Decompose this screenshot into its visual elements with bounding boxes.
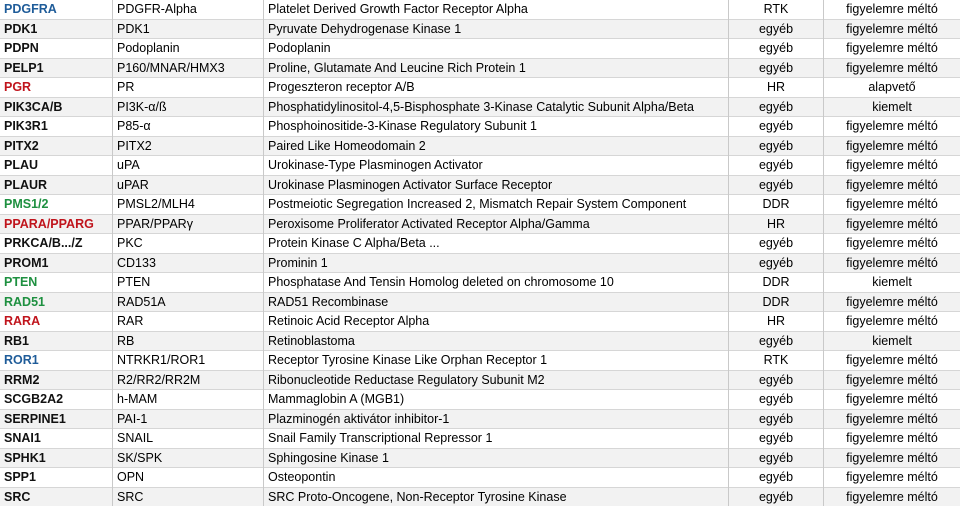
gene-symbol-cell: PTEN	[0, 273, 113, 293]
gene-type-cell: egyéb	[729, 156, 824, 176]
gene-priority-cell: figyelemre méltó	[824, 175, 960, 195]
gene-priority-cell: figyelemre méltó	[824, 58, 960, 78]
gene-alias-cell: Podoplanin	[113, 39, 264, 59]
table-row	[0, 331, 960, 351]
gene-type-cell: egyéb	[729, 39, 824, 59]
gene-name-cell: Ribonucleotide Reductase Regulatory Subunit M2	[264, 370, 729, 390]
gene-symbol-cell: PDK1	[0, 19, 113, 39]
gene-symbol-cell: SPP1	[0, 468, 113, 488]
gene-alias-cell: PR	[113, 78, 264, 98]
gene-priority-cell: figyelemre méltó	[824, 312, 960, 332]
gene-type-cell: egyéb	[729, 331, 824, 351]
gene-symbol-cell: PITX2	[0, 136, 113, 156]
gene-symbol-cell: PLAU	[0, 156, 113, 176]
gene-priority-cell: kiemelt	[824, 331, 960, 351]
table-row	[0, 468, 960, 488]
gene-type-cell: egyéb	[729, 409, 824, 429]
gene-symbol-cell: PROM1	[0, 253, 113, 273]
gene-alias-cell: PTEN	[113, 273, 264, 293]
gene-symbol-cell: SCGB2A2	[0, 390, 113, 410]
gene-priority-cell: figyelemre méltó	[824, 214, 960, 234]
gene-symbol-cell: RAD51	[0, 292, 113, 312]
gene-alias-cell: RAD51A	[113, 292, 264, 312]
gene-name-cell: Receptor Tyrosine Kinase Like Orphan Receptor 1	[264, 351, 729, 371]
gene-alias-cell: PMSL2/MLH4	[113, 195, 264, 215]
gene-alias-cell: RB	[113, 331, 264, 351]
gene-type-cell: egyéb	[729, 390, 824, 410]
gene-alias-cell: P160/MNAR/HMX3	[113, 58, 264, 78]
table-row	[0, 19, 960, 39]
table-row	[0, 253, 960, 273]
gene-alias-cell: SNAIL	[113, 429, 264, 449]
gene-priority-cell: figyelemre méltó	[824, 19, 960, 39]
gene-alias-cell: PAI-1	[113, 409, 264, 429]
gene-alias-cell: P85-α	[113, 117, 264, 137]
table-row	[0, 390, 960, 410]
gene-name-cell: Prominin 1	[264, 253, 729, 273]
gene-priority-cell: figyelemre méltó	[824, 195, 960, 215]
gene-symbol-cell: PIK3R1	[0, 117, 113, 137]
gene-alias-cell: NTRKR1/ROR1	[113, 351, 264, 371]
gene-symbol-cell: SNAI1	[0, 429, 113, 449]
gene-type-cell: egyéb	[729, 429, 824, 449]
gene-type-cell: egyéb	[729, 487, 824, 506]
gene-priority-cell: figyelemre méltó	[824, 117, 960, 137]
gene-alias-cell: PI3K-α/ß	[113, 97, 264, 117]
gene-symbol-cell: PLAUR	[0, 175, 113, 195]
gene-name-cell: Platelet Derived Growth Factor Receptor Alpha	[264, 0, 729, 19]
gene-name-cell: Podoplanin	[264, 39, 729, 59]
gene-symbol-cell: PIK3CA/B	[0, 97, 113, 117]
gene-name-cell: Osteopontin	[264, 468, 729, 488]
table-row	[0, 273, 960, 293]
gene-priority-cell: figyelemre méltó	[824, 39, 960, 59]
table-row	[0, 117, 960, 137]
gene-priority-cell: figyelemre méltó	[824, 409, 960, 429]
gene-type-cell: RTK	[729, 0, 824, 19]
gene-name-cell: SRC Proto-Oncogene, Non-Receptor Tyrosine Kinase	[264, 487, 729, 506]
gene-type-cell: egyéb	[729, 19, 824, 39]
gene-priority-cell: figyelemre méltó	[824, 370, 960, 390]
gene-alias-cell: uPAR	[113, 175, 264, 195]
table-row	[0, 312, 960, 332]
gene-symbol-cell: RB1	[0, 331, 113, 351]
table-row	[0, 429, 960, 449]
gene-symbol-cell: PPARA/PPARG	[0, 214, 113, 234]
gene-name-cell: Proline, Glutamate And Leucine Rich Protein 1	[264, 58, 729, 78]
gene-alias-cell: PPAR/PPARγ	[113, 214, 264, 234]
gene-type-cell: DDR	[729, 195, 824, 215]
table-row	[0, 39, 960, 59]
gene-alias-cell: PITX2	[113, 136, 264, 156]
gene-type-cell: DDR	[729, 292, 824, 312]
table-row	[0, 234, 960, 254]
gene-priority-cell: figyelemre méltó	[824, 390, 960, 410]
gene-symbol-cell: RARA	[0, 312, 113, 332]
gene-name-cell: Protein Kinase C Alpha/Beta ...	[264, 234, 729, 254]
gene-type-cell: RTK	[729, 351, 824, 371]
gene-name-cell: Paired Like Homeodomain 2	[264, 136, 729, 156]
gene-name-cell: Sphingosine Kinase 1	[264, 448, 729, 468]
gene-type-cell: HR	[729, 312, 824, 332]
gene-name-cell: Retinoblastoma	[264, 331, 729, 351]
gene-alias-cell: OPN	[113, 468, 264, 488]
gene-priority-cell: figyelemre méltó	[824, 448, 960, 468]
gene-type-cell: HR	[729, 214, 824, 234]
gene-alias-cell: uPA	[113, 156, 264, 176]
gene-type-cell: egyéb	[729, 234, 824, 254]
gene-alias-cell: SK/SPK	[113, 448, 264, 468]
gene-alias-cell: R2/RR2/RR2M	[113, 370, 264, 390]
gene-priority-cell: kiemelt	[824, 273, 960, 293]
gene-type-cell: egyéb	[729, 468, 824, 488]
table-row	[0, 487, 960, 506]
gene-symbol-cell: PDGFRA	[4, 2, 57, 17]
table-row	[0, 351, 960, 371]
table-row	[0, 175, 960, 195]
gene-name-cell: Snail Family Transcriptional Repressor 1	[264, 429, 729, 449]
gene-type-cell: egyéb	[729, 370, 824, 390]
gene-name-cell: Phosphoinositide-3-Kinase Regulatory Subunit 1	[264, 117, 729, 137]
gene-priority-cell: figyelemre méltó	[824, 487, 960, 506]
gene-symbol-cell: SERPINE1	[0, 409, 113, 429]
table-row	[0, 448, 960, 468]
gene-name-cell: Retinoic Acid Receptor Alpha	[264, 312, 729, 332]
gene-name-cell: RAD51 Recombinase	[264, 292, 729, 312]
gene-alias-cell: SRC	[113, 487, 264, 506]
gene-name-cell: Peroxisome Proliferator Activated Receptor Alpha/Gamma	[264, 214, 729, 234]
gene-priority-cell: figyelemre méltó	[824, 292, 960, 312]
gene-name-cell: Postmeiotic Segregation Increased 2, Mismatch Repair System Component	[264, 195, 729, 215]
gene-name-cell: Progeszteron receptor A/B	[264, 78, 729, 98]
gene-type-cell: egyéb	[729, 253, 824, 273]
gene-symbol-cell: PDPN	[0, 39, 113, 59]
table-row	[0, 0, 960, 19]
gene-name-cell: Pyruvate Dehydrogenase Kinase 1	[264, 19, 729, 39]
gene-symbol-cell: PRKCA/B.../Z	[0, 234, 113, 254]
gene-priority-cell: figyelemre méltó	[824, 429, 960, 449]
table-row	[0, 136, 960, 156]
gene-name-cell: Plazminogén aktivátor inhibitor-1	[264, 409, 729, 429]
gene-symbol-cell: PELP1	[0, 58, 113, 78]
gene-type-cell: egyéb	[729, 175, 824, 195]
table-row	[0, 58, 960, 78]
gene-alias-cell: h-MAM	[113, 390, 264, 410]
gene-symbol-cell: ROR1	[0, 351, 113, 371]
gene-type-cell: egyéb	[729, 97, 824, 117]
gene-type-cell: DDR	[729, 273, 824, 293]
table-row	[0, 78, 960, 98]
gene-priority-cell: kiemelt	[824, 97, 960, 117]
gene-type-cell: HR	[729, 78, 824, 98]
gene-name-cell: Phosphatase And Tensin Homolog deleted on chromosome 10	[264, 273, 729, 293]
gene-name-cell: Urokinase Plasminogen Activator Surface Receptor	[264, 175, 729, 195]
table-row	[0, 156, 960, 176]
gene-priority-cell: figyelemre méltó	[824, 156, 960, 176]
gene-type-cell: egyéb	[729, 136, 824, 156]
gene-alias-cell: PDK1	[113, 19, 264, 39]
gene-priority-cell: alapvető	[824, 78, 960, 98]
gene-alias-cell: PDGFR-Alpha	[113, 0, 264, 19]
gene-symbol-cell: SPHK1	[0, 448, 113, 468]
gene-symbol-cell: SRC	[0, 487, 113, 506]
table-row	[0, 195, 960, 215]
table-row	[0, 370, 960, 390]
gene-symbol-cell: PMS1/2	[0, 195, 113, 215]
gene-type-cell: egyéb	[729, 117, 824, 137]
gene-priority-cell: figyelemre méltó	[824, 468, 960, 488]
gene-symbol-cell: PGR	[0, 78, 113, 98]
gene-type-cell: egyéb	[729, 58, 824, 78]
gene-priority-cell: figyelemre méltó	[824, 0, 960, 19]
gene-priority-cell: figyelemre méltó	[824, 136, 960, 156]
gene-name-cell: Urokinase-Type Plasminogen Activator	[264, 156, 729, 176]
gene-priority-cell: figyelemre méltó	[824, 253, 960, 273]
table-row	[0, 214, 960, 234]
gene-name-cell: Phosphatidylinositol-4,5-Bisphosphate 3-Kinase Catalytic Subunit Alpha/Beta	[264, 97, 729, 117]
gene-alias-cell: RAR	[113, 312, 264, 332]
gene-type-cell: egyéb	[729, 448, 824, 468]
gene-priority-cell: figyelemre méltó	[824, 351, 960, 371]
gene-alias-cell: CD133	[113, 253, 264, 273]
table-row	[0, 409, 960, 429]
gene-priority-cell: figyelemre méltó	[824, 234, 960, 254]
gene-alias-cell: PKC	[113, 234, 264, 254]
gene-name-cell: Mammaglobin A (MGB1)	[264, 390, 729, 410]
table-row	[0, 97, 960, 117]
gene-symbol-cell: RRM2	[0, 370, 113, 390]
table-row	[0, 292, 960, 312]
